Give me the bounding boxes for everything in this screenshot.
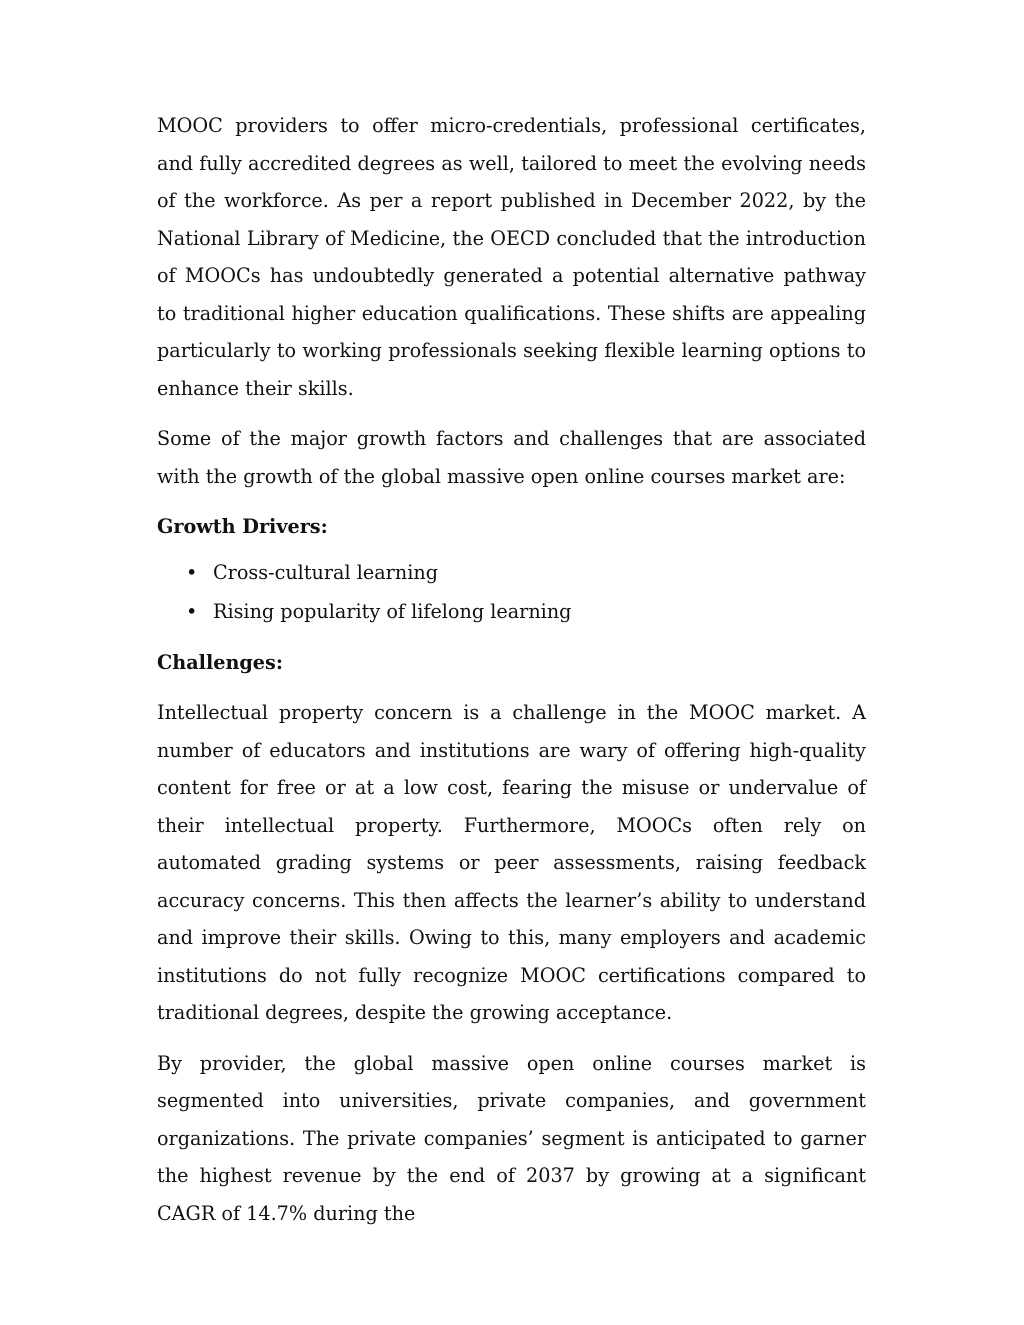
heading-growth-drivers: Growth Drivers: <box>157 515 328 538</box>
paragraph-growth-intro: Some of the major growth factors and challenges that are associated with the growth of the global massive open online courses market are: <box>157 427 866 488</box>
paragraph-provider-segment: By provider, the global massive open online courses market is segmented into universities, private companies, and government organizations. The private companies’ segment is anticipated to garner the highest revenue by the end of 2037 by growing at a significant CAGR of 14.7% during the <box>157 1051 866 1225</box>
list-item <box>157 553 866 592</box>
paragraph-mooc-credentials: MOOC providers to offer micro-credentials, professional certificates, and fully accredited degrees as well, tailored to meet the evolving needs of the workforce. As per a report published in December 2022, by the National Library of Medicine, the OECD concluded that the introduction of MOOCs has undoubtedly generated a potential alternative pathway to traditional higher education qualifications. These shifts are appealing particularly to working professionals seeking flexible learning options to enhance their skills. <box>157 114 866 400</box>
bullet-icon: • <box>186 599 198 623</box>
document-page <box>157 107 866 1245</box>
list-item-text: Cross-cultural learning <box>213 560 438 584</box>
growth-drivers-list <box>157 553 866 631</box>
heading-challenges: Challenges: <box>157 650 283 674</box>
bullet-icon: • <box>186 560 198 584</box>
paragraph-challenges: Intellectual property concern is a challenge in the MOOC market. A number of educators and institutions are wary of offering high-quality content for free or at a low cost, fearing the misuse or undervalue of their intellectual property. Furthermore, MOOCs often rely on automated grading systems or peer assessments, raising feedback accuracy concerns. This then affects the learner’s ability to understand and improve their skills. Owing to this, many employers and academic institutions do not fully recognize MOOC certifications compared to traditional degrees, despite the growing acceptance. <box>157 701 866 1024</box>
list-item <box>157 592 866 631</box>
list-item-text: Rising popularity of lifelong learning <box>213 599 572 623</box>
